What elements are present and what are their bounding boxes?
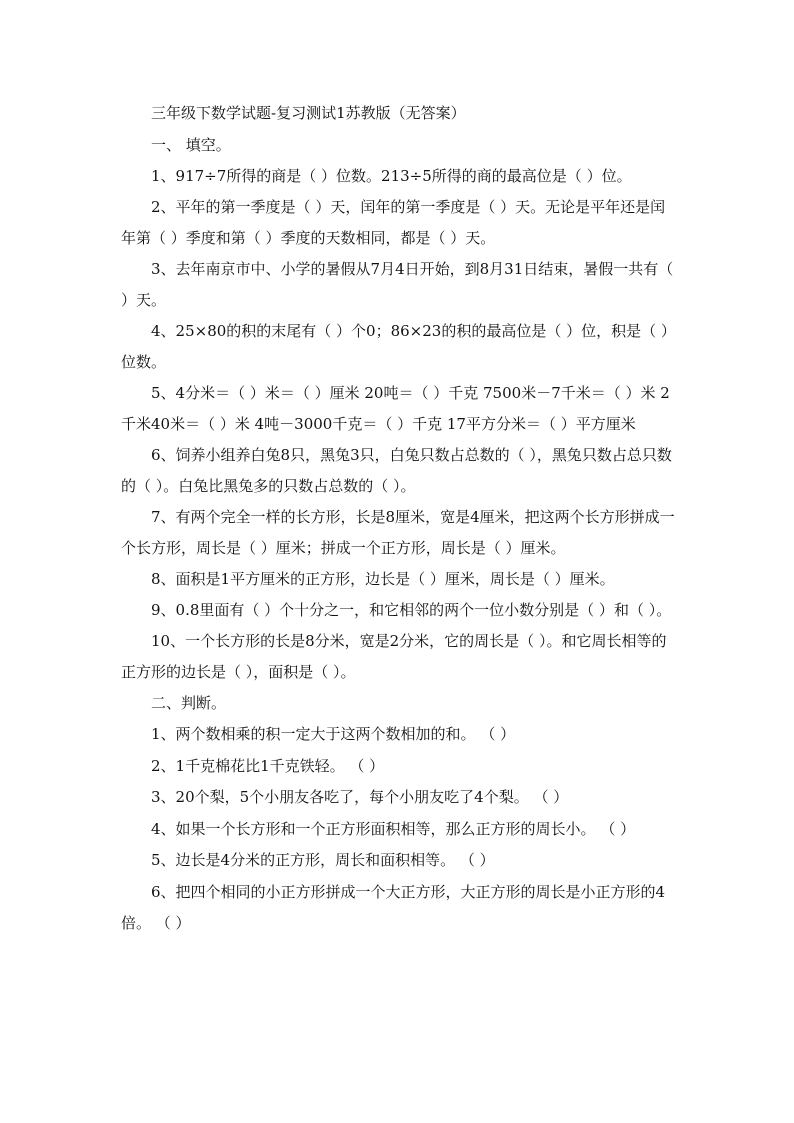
judge-question-3: 3、20个梨，5个小朋友各吃了，每个小朋友吃了4个梨。 （ ） (151, 788, 569, 806)
fill-question-7: 7、有两个完全一样的长方形，长是8厘米，宽是4厘米，把这两个长方形拼成一个长方形，周长是（ ）厘米；拼成一个正方形，周长是（ ）厘米。 (121, 508, 675, 557)
judge-question-4: 4、如果一个长方形和一个正方形面积相等，那么正方形的周长小。 （ ） (151, 819, 636, 838)
fill-question-9: 9、0.8里面有（ ）个十分之一，和它相邻的两个一位小数分别是（ ）和（ ）。 (151, 601, 672, 619)
fill-question-3: 3、去年南京市中、小学的暑假从7月4日开始，到8月31日结束，暑假一共有（ ）天。 (121, 260, 674, 309)
fill-question-6: 6、饲养小组养白兔8只，黑兔3只，白兔只数占总数的（ ），黑兔只数占总只数的（ ）。白兔比黑兔多的只数占总数的（ ）。 (121, 446, 672, 495)
judge-question-6: 6、把四个相同的小正方形拼成一个大正方形，大正方形的周长是小正方形的4倍。 （ ） (121, 882, 666, 932)
fill-question-2: 2、平年的第一季度是（ ）天，闰年的第一季度是（ ）天。无论是平年还是闰年第（ ）季度和第（ ）季度的天数相同，都是（ ）天。 (121, 198, 666, 247)
judge-question-2: 2、1千克棉花比1千克铁轻。 （ ） (151, 756, 385, 775)
section-heading-fill: 一、 填空。 (151, 136, 231, 154)
fill-question-10: 10、一个长方形的长是8分米，宽是2分米，它的周长是（ ）。和它周长相等的正方形的边长是（ ），面积是（ ）。 (121, 632, 667, 681)
fill-question-8: 8、面积是1平方厘米的正方形，边长是（ ）厘米，周长是（ ）厘米。 (151, 570, 615, 588)
document-title: 三年级下数学试题-复习测试1苏教版（无答案） (151, 104, 466, 122)
fill-question-4: 4、25×80的积的末尾有（ ）个0；86×23的积的最高位是（ ）位，积是（ ）位数。 (121, 322, 676, 371)
judge-question-5: 5、边长是4分米的正方形，周长和面积相等。 （ ） (151, 851, 495, 869)
fill-question-1: 1、917÷7所得的商是（ ）位数。213÷5所得的商的最高位是（ ）位。 (151, 167, 632, 185)
document-content (121, 98, 677, 940)
section-heading-judge: 二、判断。 (151, 694, 227, 712)
judge-question-1: 1、两个数相乘的积一定大于这两个数相加的和。 （ ） (151, 725, 516, 743)
fill-question-5: 5、4分米＝（ ）米＝（ ）厘米 20吨＝（ ）千克 7500米－7千米＝（ ）米 2千米40米＝（ ）米 4吨－3000千克＝（ ）千克 17平方分米＝（ ）平方厘米 (121, 384, 670, 433)
